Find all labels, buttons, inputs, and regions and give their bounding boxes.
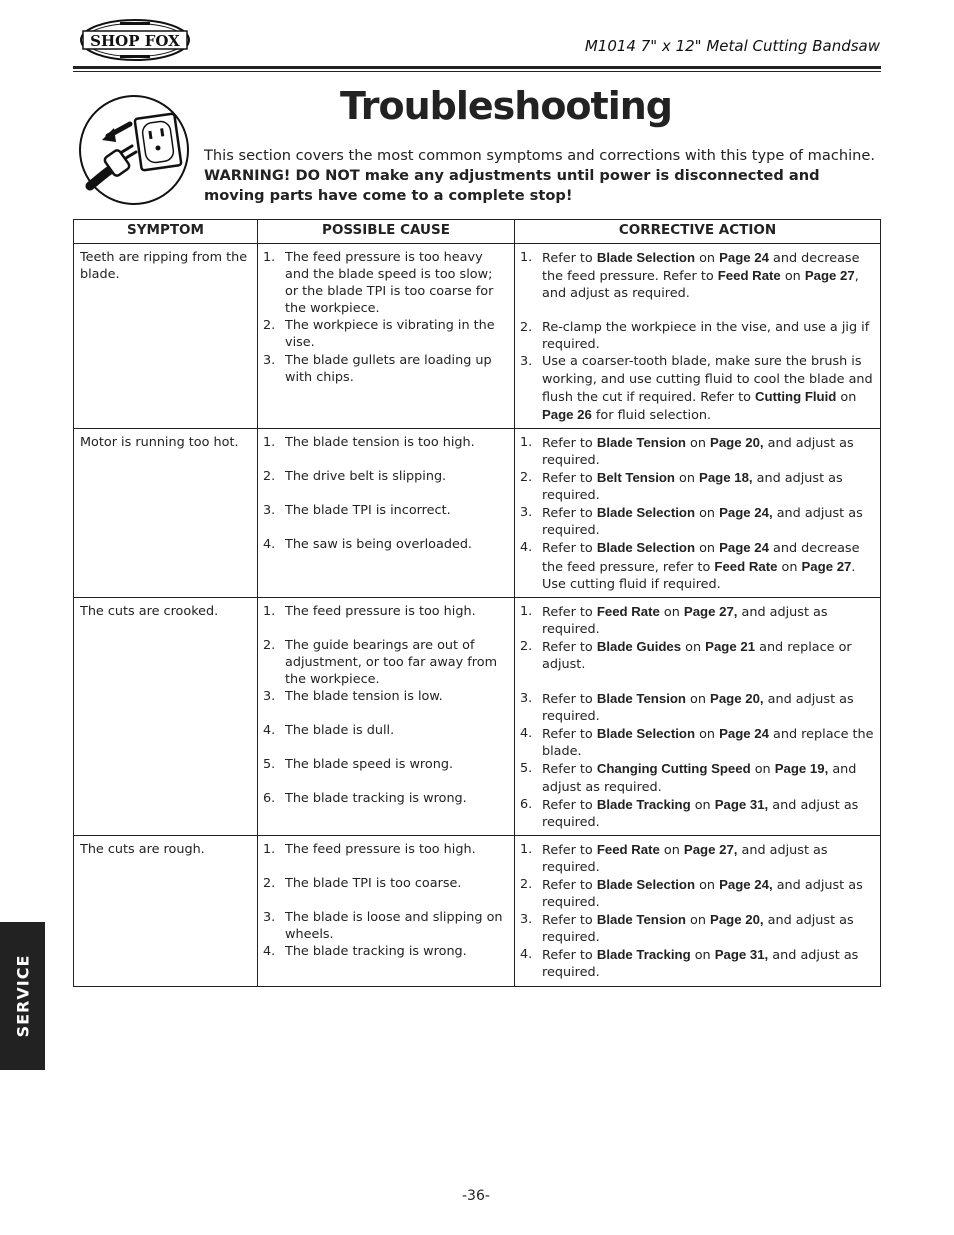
item-number: 4. xyxy=(263,723,276,739)
action-segment: and adjust as required. xyxy=(542,604,828,637)
action-text xyxy=(542,353,874,423)
action-item xyxy=(520,539,874,592)
reference-text: Page 27 xyxy=(801,558,852,574)
table-row xyxy=(74,835,881,986)
reference-text: Page 27, xyxy=(683,603,738,619)
symptom-cell: Teeth are ripping from the blade. xyxy=(74,244,258,429)
action-item xyxy=(520,911,874,946)
intro-paragraph xyxy=(204,146,884,206)
item-number: 3. xyxy=(520,505,533,521)
item-number: 6. xyxy=(520,796,533,812)
reference-text: Changing Cutting Speed xyxy=(596,761,751,777)
spacer xyxy=(520,673,874,690)
action-item xyxy=(520,469,874,504)
item-number: 2. xyxy=(263,875,276,891)
reference-text: Belt Tension xyxy=(596,470,675,486)
item-number: 2. xyxy=(263,468,276,484)
action-item xyxy=(520,353,874,423)
action-segment: on xyxy=(690,797,715,813)
action-text xyxy=(542,946,874,981)
action-segment: and adjust as required. xyxy=(542,913,854,946)
action-item xyxy=(520,796,874,831)
cause-item xyxy=(263,841,508,858)
table-row xyxy=(74,428,881,597)
action-segment: on xyxy=(659,842,684,858)
reference-text: Page 18, xyxy=(699,470,753,486)
reference-text: Blade Tracking xyxy=(596,796,691,812)
action-item xyxy=(520,876,874,911)
item-number: 3. xyxy=(520,691,533,707)
header-rule-thin xyxy=(73,71,881,72)
cause-item xyxy=(263,756,508,773)
item-number: 2. xyxy=(263,318,276,334)
unplug-power-icon xyxy=(78,94,190,206)
reference-text: Blade Selection xyxy=(596,726,696,742)
item-number: 2. xyxy=(520,877,533,892)
action-segment: and adjust as required. xyxy=(542,435,854,468)
action-text xyxy=(542,469,874,504)
reference-text: Feed Rate xyxy=(714,558,778,574)
action-segment: Refer to xyxy=(542,639,597,655)
logo-text: SHOP FOX xyxy=(90,32,180,50)
cause-text: The blade is dull. xyxy=(285,723,395,739)
action-text xyxy=(542,249,874,302)
cause-item xyxy=(263,536,508,553)
spacer xyxy=(263,451,508,468)
action-text xyxy=(542,434,874,469)
cause-text: The feed pressure is too high. xyxy=(285,841,476,857)
reference-text: Feed Rate xyxy=(596,841,660,857)
action-segment: on xyxy=(685,435,711,451)
spacer xyxy=(263,858,508,875)
action-text xyxy=(542,603,874,638)
action-text xyxy=(542,796,874,831)
action-cell xyxy=(515,244,881,429)
cause-item xyxy=(263,317,508,351)
reference-text: Blade Tension xyxy=(596,912,686,928)
reference-text: Feed Rate xyxy=(596,603,660,619)
spacer xyxy=(263,773,508,790)
header-possible-cause: POSSIBLE CAUSE xyxy=(258,220,515,244)
cause-text: The blade TPI is incorrect. xyxy=(285,503,451,519)
action-text xyxy=(542,876,874,911)
cause-item xyxy=(263,249,508,317)
reference-text: Page 27 xyxy=(804,268,855,284)
spacer xyxy=(263,705,508,722)
item-number: 3. xyxy=(520,354,533,370)
reference-text: Blade Tension xyxy=(596,434,686,450)
header-rule xyxy=(73,66,881,69)
item-number: 1. xyxy=(520,434,533,450)
reference-text: Page 24 xyxy=(719,540,769,556)
action-segment: Use a coarser-tooth blade, make sure the brush is working, and use cutting fluid to cool the blade and flush the cut if required. Refer to xyxy=(542,354,873,405)
action-segment: Refer to xyxy=(542,604,597,620)
reference-text: Blade Guides xyxy=(596,638,682,654)
action-segment: and replace the blade. xyxy=(542,727,874,760)
cause-cell xyxy=(258,244,515,429)
reference-text: Page 24 xyxy=(719,250,769,265)
action-segment: on xyxy=(695,506,720,522)
cause-text: The guide bearings are out of adjustment, or too far away from the workpiece. xyxy=(285,637,498,687)
action-segment: Refer to xyxy=(542,797,597,813)
cause-item xyxy=(263,637,508,688)
header-corrective-action: CORRECTIVE ACTION xyxy=(515,220,881,244)
cause-item xyxy=(263,909,508,943)
action-text xyxy=(542,638,874,673)
item-number: 3. xyxy=(263,689,276,705)
action-segment: and adjust as required. xyxy=(542,471,843,504)
cause-item xyxy=(263,722,508,739)
intro-warning: WARNING! DO NOT make any adjustments until power is disconnected and moving parts have come to a complete stop! xyxy=(204,167,820,204)
item-number: 4. xyxy=(263,944,276,960)
reference-text: Page 24 xyxy=(719,726,769,742)
item-number: 4. xyxy=(520,540,533,556)
reference-text: Blade Selection xyxy=(596,505,696,521)
reference-text: Page 26 xyxy=(542,406,592,422)
action-segment: on xyxy=(685,692,711,708)
action-text xyxy=(542,911,874,946)
reference-text: Page 20, xyxy=(710,912,764,928)
item-number: 4. xyxy=(520,947,533,963)
cause-item xyxy=(263,603,508,620)
symptom-cell: Motor is running too hot. xyxy=(74,428,258,597)
action-segment: on xyxy=(690,948,715,964)
action-segment: and adjust as required. xyxy=(542,797,859,830)
symptom-cell: The cuts are crooked. xyxy=(74,597,258,835)
item-number: 3. xyxy=(263,910,276,925)
action-segment: Refer to xyxy=(542,727,597,743)
reference-text: Blade Tension xyxy=(596,691,686,707)
action-item xyxy=(520,434,874,469)
action-segment: on xyxy=(695,878,720,893)
action-segment: and adjust as required. xyxy=(542,948,859,981)
symptom-cell: The cuts are rough. xyxy=(74,835,258,986)
cause-item xyxy=(263,943,508,960)
item-number: 1. xyxy=(263,603,276,619)
action-cell xyxy=(515,597,881,835)
action-cell xyxy=(515,428,881,597)
action-item xyxy=(520,841,874,876)
reference-text: Blade Selection xyxy=(596,540,696,556)
action-segment: Refer to xyxy=(542,762,597,778)
cause-text: The workpiece is vibrating in the vise. xyxy=(285,318,495,351)
action-segment: Refer to xyxy=(542,878,597,893)
item-number: 2. xyxy=(520,470,533,486)
reference-text: Page 20, xyxy=(710,434,764,450)
spacer xyxy=(263,485,508,502)
action-text xyxy=(542,319,874,353)
action-item xyxy=(520,638,874,673)
action-segment: Refer to xyxy=(542,948,597,964)
item-number: 2. xyxy=(520,320,533,336)
reference-text: Page 19, xyxy=(774,761,829,777)
action-segment: on xyxy=(777,559,802,575)
action-item xyxy=(520,249,874,302)
cause-text: The drive belt is slipping. xyxy=(285,468,447,484)
action-segment: on xyxy=(695,251,720,266)
item-number: 1. xyxy=(263,250,276,265)
cause-text: The blade tracking is wrong. xyxy=(285,791,467,807)
action-item xyxy=(520,760,874,795)
action-cell xyxy=(515,835,881,986)
cause-cell xyxy=(258,597,515,835)
action-segment: on xyxy=(659,604,684,620)
action-segment: on xyxy=(750,762,775,778)
cause-cell xyxy=(258,428,515,597)
item-number: 2. xyxy=(263,637,276,653)
action-text xyxy=(542,504,874,539)
troubleshooting-table xyxy=(73,219,881,987)
reference-text: Page 21 xyxy=(705,638,756,654)
action-item xyxy=(520,319,874,353)
cause-item xyxy=(263,502,508,519)
item-number: 1. xyxy=(520,841,533,857)
action-segment: Refer to xyxy=(542,842,597,858)
action-item xyxy=(520,504,874,539)
item-number: 2. xyxy=(520,638,533,654)
cause-text: The feed pressure is too heavy and the blade speed is too slow; or the blade TPI is too coarse for the workpiece. xyxy=(285,250,494,317)
action-segment: for fluid selection. xyxy=(591,407,712,423)
action-item xyxy=(520,725,874,760)
cause-text: The blade is loose and slipping on wheels. xyxy=(285,910,503,943)
reference-text: Page 27, xyxy=(683,841,738,857)
action-segment: on xyxy=(674,471,700,487)
item-number: 5. xyxy=(520,761,533,777)
item-number: 5. xyxy=(263,757,276,773)
spacer xyxy=(520,302,874,319)
cause-text: The blade tension is too high. xyxy=(285,434,475,450)
intro-text: This section covers the most common symptoms and corrections with this type of machine. xyxy=(204,147,876,164)
action-segment: Refer to xyxy=(542,435,597,451)
action-segment: and adjust as required. xyxy=(542,692,854,725)
manual-title: M1014 7" x 12" Metal Cutting Bandsaw xyxy=(584,37,880,55)
action-segment: on xyxy=(681,639,706,655)
cause-text: The blade speed is wrong. xyxy=(285,757,454,773)
action-segment: Refer to xyxy=(542,251,597,266)
cause-item xyxy=(263,790,508,807)
reference-text: Page 31, xyxy=(714,947,769,963)
action-segment: on xyxy=(685,913,711,929)
action-segment: and replace or adjust. xyxy=(542,639,852,672)
item-number: 4. xyxy=(263,537,276,553)
action-segment: . Use cutting fluid if required. xyxy=(542,559,856,592)
reference-text: Page 24, xyxy=(719,877,773,892)
page-number: -36- xyxy=(462,1188,490,1204)
action-segment: , and adjust as required. xyxy=(542,269,859,302)
cause-text: The blade TPI is too coarse. xyxy=(285,875,462,891)
header-symptom: SYMPTOM xyxy=(74,220,258,244)
table-row xyxy=(74,244,881,429)
action-segment: and decrease the feed pressure, refer to xyxy=(542,541,860,575)
item-number: 3. xyxy=(520,912,533,928)
cause-text: The feed pressure is too high. xyxy=(285,603,476,619)
action-item xyxy=(520,946,874,981)
action-segment: on xyxy=(695,727,720,743)
cause-text: The saw is being overloaded. xyxy=(285,537,473,553)
cause-item xyxy=(263,468,508,485)
action-segment: Refer to xyxy=(542,541,597,557)
side-tab-label: SERVICE xyxy=(13,954,32,1038)
cause-item xyxy=(263,875,508,892)
action-segment: and decrease the feed pressure. Refer to xyxy=(542,251,860,285)
reference-text: Page 31, xyxy=(714,796,769,812)
reference-text: Blade Tracking xyxy=(596,947,691,963)
item-number: 1. xyxy=(520,603,533,619)
reference-text: Feed Rate xyxy=(717,268,781,284)
action-segment: Re-clamp the workpiece in the vise, and use a jig if required. xyxy=(542,320,870,353)
action-text xyxy=(542,539,874,592)
item-number: 6. xyxy=(263,791,276,807)
action-segment: on xyxy=(780,269,805,285)
table-header-row xyxy=(74,220,881,244)
action-segment: Refer to xyxy=(542,913,597,929)
spacer xyxy=(263,519,508,536)
cause-item xyxy=(263,434,508,451)
item-number: 1. xyxy=(520,250,533,265)
action-item xyxy=(520,690,874,725)
action-item xyxy=(520,603,874,638)
item-number: 1. xyxy=(263,841,276,857)
action-segment: Refer to xyxy=(542,471,597,487)
table-row xyxy=(74,597,881,835)
cause-text: The blade gullets are loading up with chips. xyxy=(285,352,492,385)
action-text xyxy=(542,725,874,760)
cause-item xyxy=(263,352,508,386)
cause-text: The blade tracking is wrong. xyxy=(285,944,467,960)
cause-item xyxy=(263,688,508,705)
cause-cell xyxy=(258,835,515,986)
item-number: 3. xyxy=(263,503,276,519)
spacer xyxy=(263,620,508,637)
spacer xyxy=(263,892,508,909)
spacer xyxy=(263,739,508,756)
action-segment: on xyxy=(836,389,857,405)
action-text xyxy=(542,760,874,795)
reference-text: Blade Selection xyxy=(596,877,696,892)
action-segment: on xyxy=(695,541,720,557)
reference-text: Cutting Fluid xyxy=(755,388,837,404)
item-number: 3. xyxy=(263,352,276,368)
action-text xyxy=(542,690,874,725)
action-segment: and adjust as required. xyxy=(542,506,863,539)
side-tab xyxy=(0,922,45,1070)
page-title: Troubleshooting xyxy=(340,84,672,128)
item-number: 1. xyxy=(263,434,276,450)
action-segment: Refer to xyxy=(542,506,597,522)
reference-text: Page 20, xyxy=(710,691,764,707)
item-number: 4. xyxy=(520,726,533,742)
action-text xyxy=(542,841,874,876)
shop-fox-logo xyxy=(80,18,190,62)
cause-text: The blade tension is low. xyxy=(285,689,443,705)
action-segment: Refer to xyxy=(542,692,597,708)
reference-text: Page 24, xyxy=(719,505,773,521)
action-segment: and adjust as required. xyxy=(542,842,828,875)
reference-text: Blade Selection xyxy=(596,250,696,265)
action-segment: and adjust as required. xyxy=(542,762,857,795)
action-segment: and adjust as required. xyxy=(542,878,863,911)
